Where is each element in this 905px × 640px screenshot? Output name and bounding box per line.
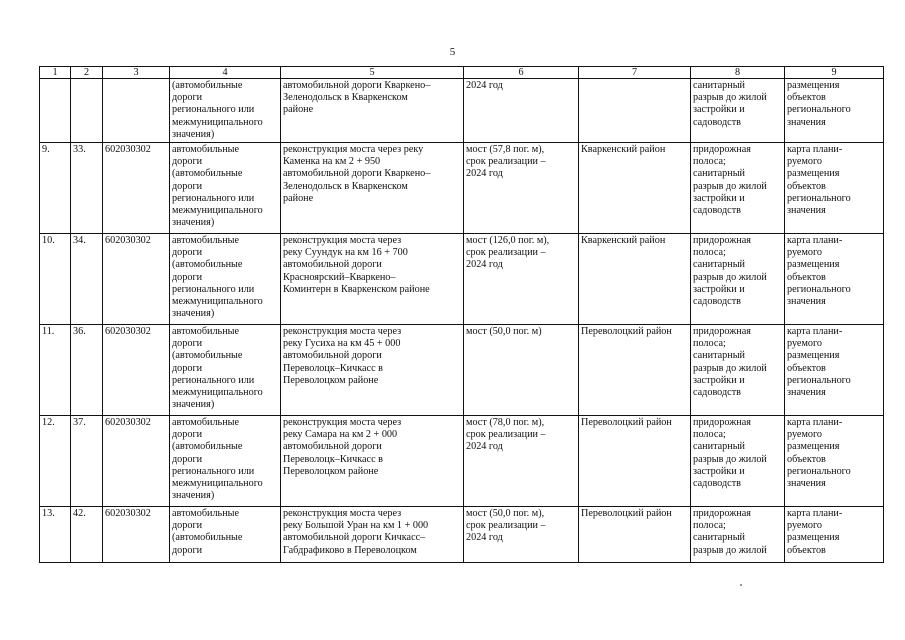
map-reference-cell: карта плани- руемого размещения объектов регионального значения: [785, 234, 884, 325]
document-table: [39, 66, 884, 563]
column-header: 6: [464, 67, 579, 79]
zone-cell: придорожная полоса; санитарный разрыв до жилой застройки и садоводств: [691, 416, 785, 507]
map-reference-cell: карта плани- руемого размещения объектов регионального значения: [785, 416, 884, 507]
column-header: 7: [579, 67, 691, 79]
item-number-cell: 42.: [71, 507, 103, 563]
description-cell: реконструкция моста через реку Самара на км 2 + 000 автомобильной дороги Переволоцк–Кичкасс в Переволоцком районе: [281, 416, 464, 507]
page-number: 5: [449, 46, 456, 58]
zone-cell: санитарный разрыв до жилой застройки и садоводств: [691, 79, 785, 143]
characteristics-cell: мост (126,0 пог. м), срок реализации – 2024 год: [464, 234, 579, 325]
description-cell: реконструкция моста через реку Каменка на км 2 + 950 автомобильной дороги Кваркено– Зеленодольск в Кваркенском районе: [281, 143, 464, 234]
district-cell: Кваркенский район: [579, 143, 691, 234]
zone-cell: придорожная полоса; санитарный разрыв до жилой: [691, 507, 785, 563]
table-row: [40, 143, 884, 234]
map-reference-cell: размещения объектов регионального значения: [785, 79, 884, 143]
column-header: 4: [170, 67, 281, 79]
code-cell: 602030302: [103, 507, 170, 563]
description-cell: реконструкция моста через реку Суундук на км 16 + 700 автомобильной дороги Красноярский–Кваркено– Коминтерн в Кваркенском районе: [281, 234, 464, 325]
district-cell: Переволоцкий район: [579, 507, 691, 563]
description-cell: реконструкция моста через реку Большой Уран на км 1 + 000 автомобильной дороги Кичкасс– Габдрафиково в Переволоцком: [281, 507, 464, 563]
item-number-cell: [71, 79, 103, 143]
characteristics-cell: мост (50,0 пог. м), срок реализации – 2024 год: [464, 507, 579, 563]
column-header: 2: [71, 67, 103, 79]
row-index-cell: 11.: [40, 325, 71, 416]
district-cell: Кваркенский район: [579, 234, 691, 325]
zone-cell: придорожная полоса; санитарный разрыв до жилой застройки и садоводств: [691, 325, 785, 416]
scan-speck: [740, 584, 742, 586]
item-number-cell: 37.: [71, 416, 103, 507]
district-cell: Переволоцкий район: [579, 416, 691, 507]
column-header: 8: [691, 67, 785, 79]
item-number-cell: 34.: [71, 234, 103, 325]
column-header: 5: [281, 67, 464, 79]
characteristics-cell: мост (78,0 пог. м), срок реализации – 2024 год: [464, 416, 579, 507]
district-cell: [579, 79, 691, 143]
table-row: [40, 79, 884, 143]
object-type-cell: автомобильные дороги (автомобильные дороги регионального или межмуниципального значения): [170, 325, 281, 416]
zone-cell: придорожная полоса; санитарный разрыв до жилой застройки и садоводств: [691, 234, 785, 325]
object-type-cell: автомобильные дороги (автомобильные дороги: [170, 507, 281, 563]
column-header: 1: [40, 67, 71, 79]
column-header: 9: [785, 67, 884, 79]
table-row: [40, 325, 884, 416]
characteristics-cell: мост (57,8 пог. м), срок реализации – 2024 год: [464, 143, 579, 234]
row-index-cell: 13.: [40, 507, 71, 563]
map-reference-cell: карта плани- руемого размещения объектов регионального значения: [785, 325, 884, 416]
object-type-cell: (автомобильные дороги регионального или межмуниципального значения): [170, 79, 281, 143]
object-type-cell: автомобильные дороги (автомобильные дороги регионального или межмуниципального значения): [170, 416, 281, 507]
description-cell: реконструкция моста через реку Гусиха на км 45 + 000 автомобильной дороги Переволоцк–Кичкасс в Переволоцком районе: [281, 325, 464, 416]
row-index-cell: 10.: [40, 234, 71, 325]
table-row: [40, 507, 884, 563]
row-index-cell: 9.: [40, 143, 71, 234]
code-cell: 602030302: [103, 234, 170, 325]
item-number-cell: 33.: [71, 143, 103, 234]
column-number-row: [40, 67, 884, 79]
description-cell: автомобильной дороги Кваркено– Зеленодольск в Кваркенском районе: [281, 79, 464, 143]
object-type-cell: автомобильные дороги (автомобильные дороги регионального или межмуниципального значения): [170, 143, 281, 234]
code-cell: 602030302: [103, 325, 170, 416]
row-index-cell: 12.: [40, 416, 71, 507]
district-cell: Переволоцкий район: [579, 325, 691, 416]
row-index-cell: [40, 79, 71, 143]
object-type-cell: автомобильные дороги (автомобильные дороги регионального или межмуниципального значения): [170, 234, 281, 325]
characteristics-cell: мост (50,0 пог. м): [464, 325, 579, 416]
code-cell: 602030302: [103, 143, 170, 234]
column-header: 3: [103, 67, 170, 79]
zone-cell: придорожная полоса; санитарный разрыв до жилой застройки и садоводств: [691, 143, 785, 234]
code-cell: 602030302: [103, 416, 170, 507]
characteristics-cell: 2024 год: [464, 79, 579, 143]
table-row: [40, 416, 884, 507]
map-reference-cell: карта плани- руемого размещения объектов: [785, 507, 884, 563]
item-number-cell: 36.: [71, 325, 103, 416]
table-row: [40, 234, 884, 325]
map-reference-cell: карта плани- руемого размещения объектов регионального значения: [785, 143, 884, 234]
code-cell: [103, 79, 170, 143]
